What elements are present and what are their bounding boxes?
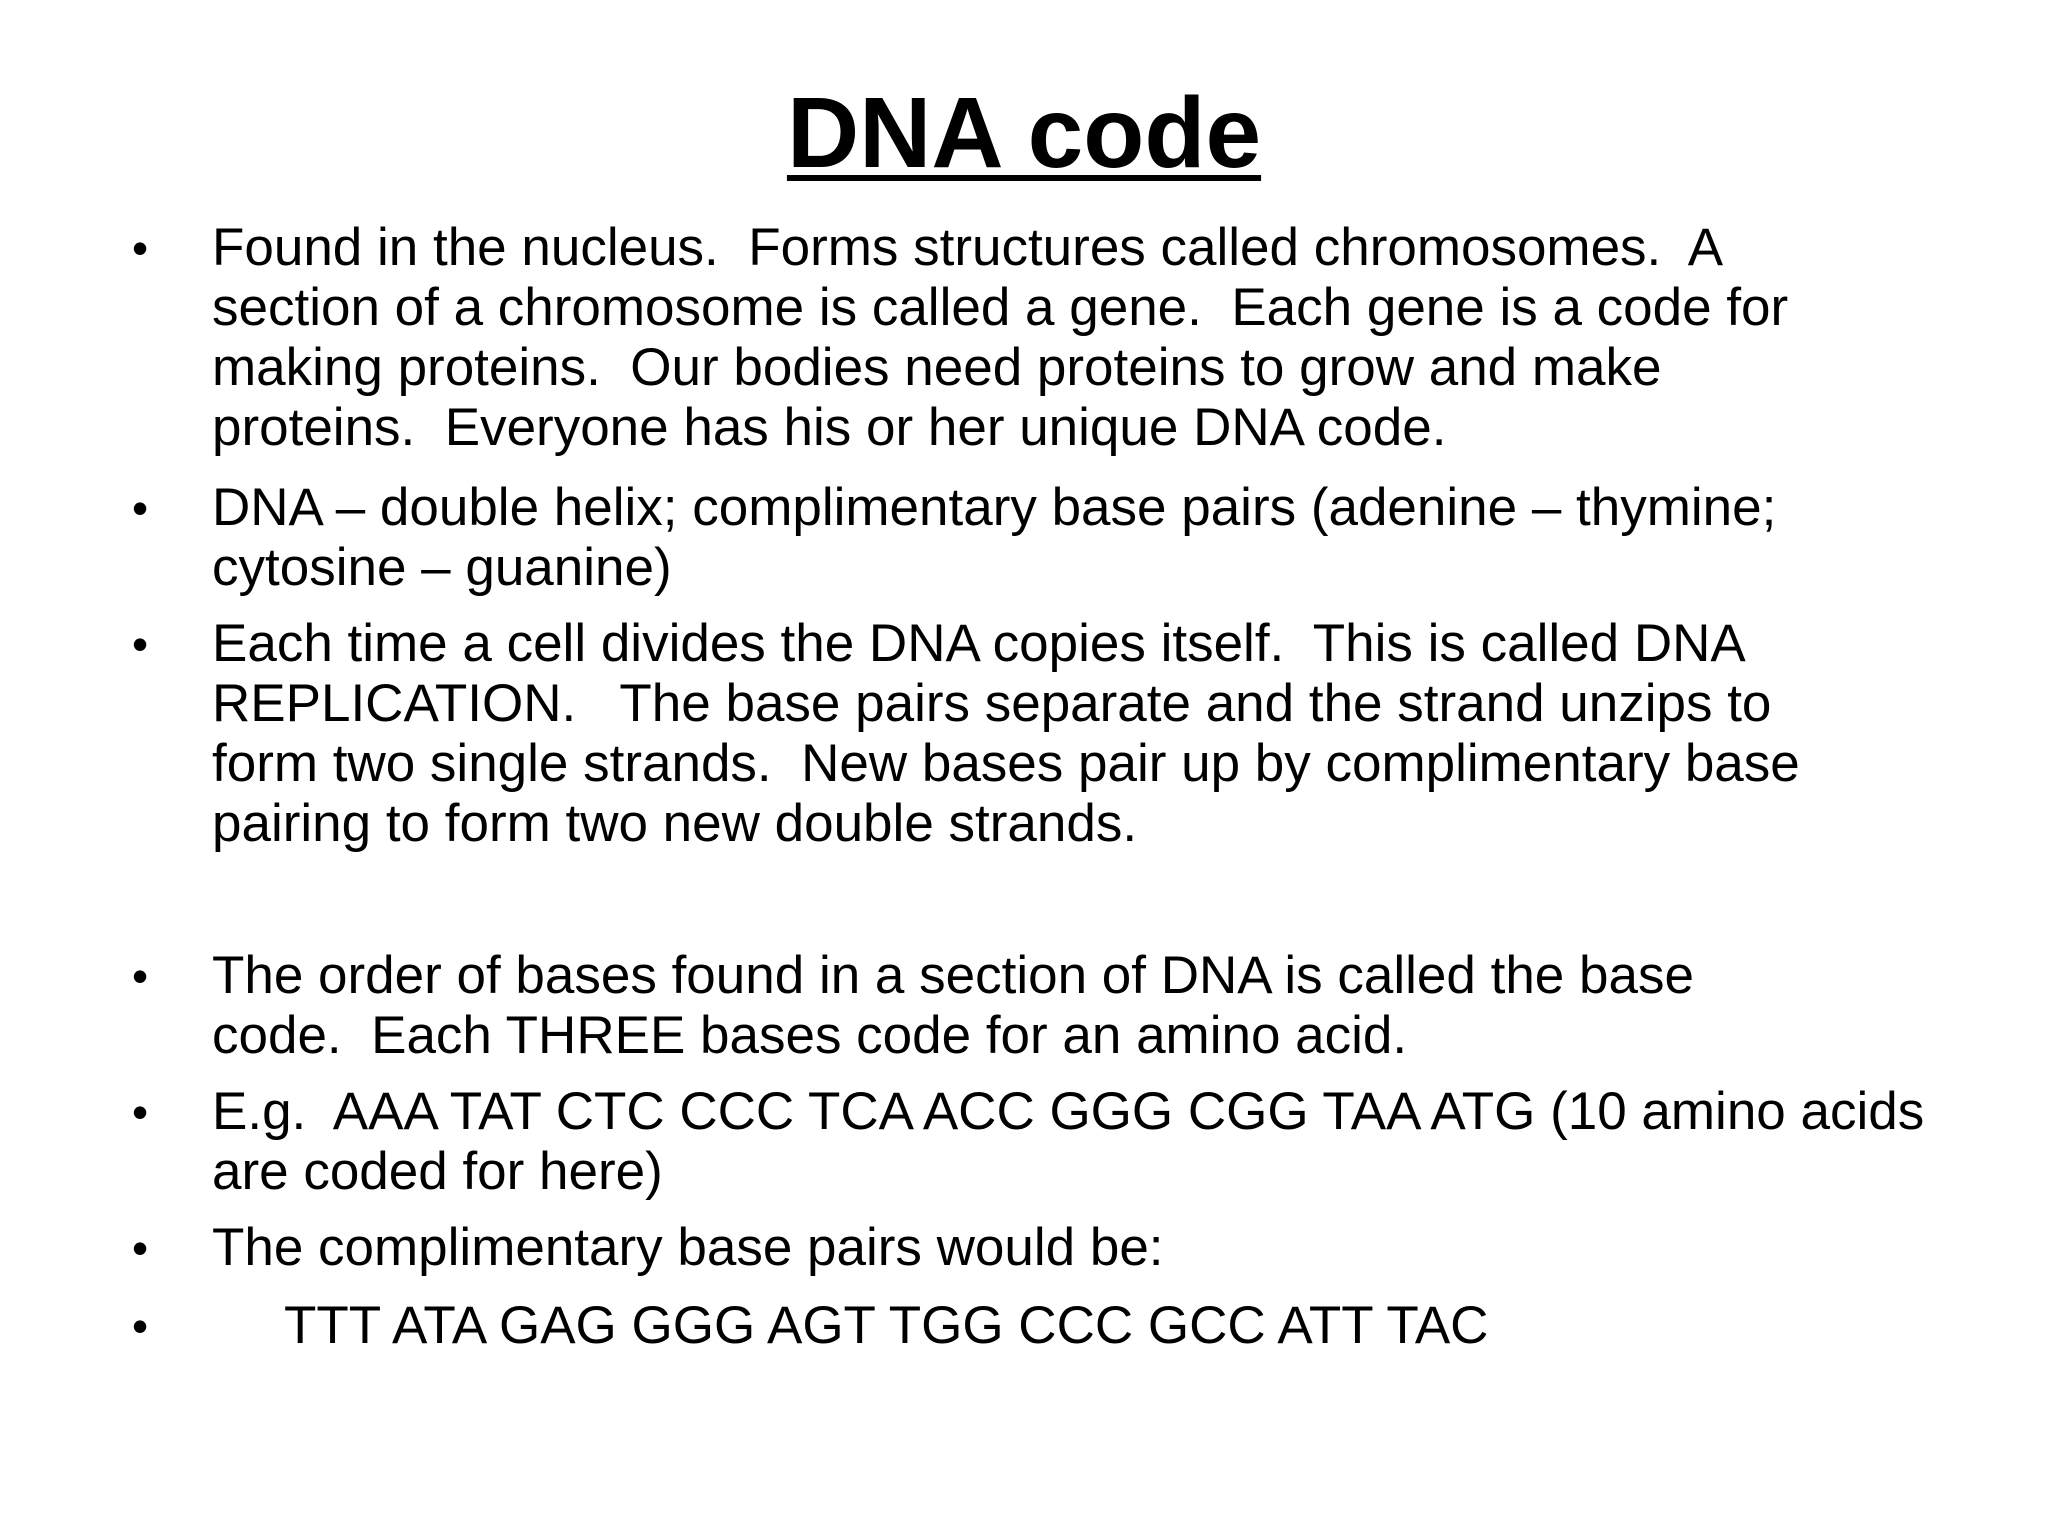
slide-title-text: DNA code (786, 77, 1262, 189)
bullet-text (212, 946, 1992, 1066)
bullet-line: section of a chromosome is called a gene. Each gene is a code for (212, 278, 1789, 337)
bullet-marker: • (132, 222, 149, 274)
bullet-text (212, 478, 1992, 598)
bullet-line: E.g. AAA TAT CTC CCC TCA ACC GGG CGG TAA ATG (10 amino acids (212, 1082, 1925, 1141)
bullet-marker: • (132, 482, 149, 534)
bullet-text (212, 1218, 1992, 1278)
bullet-line: proteins. Everyone has his or her unique DNA code. (212, 398, 1447, 457)
slide-title (0, 78, 2048, 188)
bullet-marker: • (132, 1300, 149, 1352)
bullet-line: form two single strands. New bases pair up by complimentary base (212, 734, 1800, 793)
bullet-line: pairing to form two new double strands. (212, 794, 1138, 853)
bullet-marker: • (132, 1222, 149, 1274)
bullet-marker: • (132, 618, 149, 670)
bullet-line: cytosine – guanine) (212, 538, 672, 597)
bullet-line: making proteins. Our bodies need proteins to grow and make (212, 338, 1662, 397)
bullet-marker: • (132, 1086, 149, 1138)
bullet-line: The order of bases found in a section of DNA is called the base (212, 946, 1694, 1005)
bullet-line: are coded for here) (212, 1142, 663, 1201)
bullet-line: code. Each THREE bases code for an amino acid. (212, 1006, 1408, 1065)
bullet-text (212, 1082, 1992, 1202)
bullet-line: Found in the nucleus. Forms structures called chromosomes. A (212, 218, 1724, 277)
bullet-line: TTT ATA GAG GGG AGT TGG CCC GCC ATT TAC (284, 1296, 1489, 1355)
bullet-line: DNA – double helix; complimentary base pairs (adenine – thymine; (212, 478, 1777, 537)
bullet-text (212, 614, 1992, 854)
bullet-line: The complimentary base pairs would be: (212, 1218, 1164, 1277)
bullet-line: REPLICATION. The base pairs separate and the strand unzips to (212, 674, 1772, 733)
bullet-line: Each time a cell divides the DNA copies itself. This is called DNA (212, 614, 1746, 673)
bullet-text (212, 218, 1992, 458)
bullet-marker: • (132, 950, 149, 1002)
bullet-text (212, 1296, 2048, 1356)
